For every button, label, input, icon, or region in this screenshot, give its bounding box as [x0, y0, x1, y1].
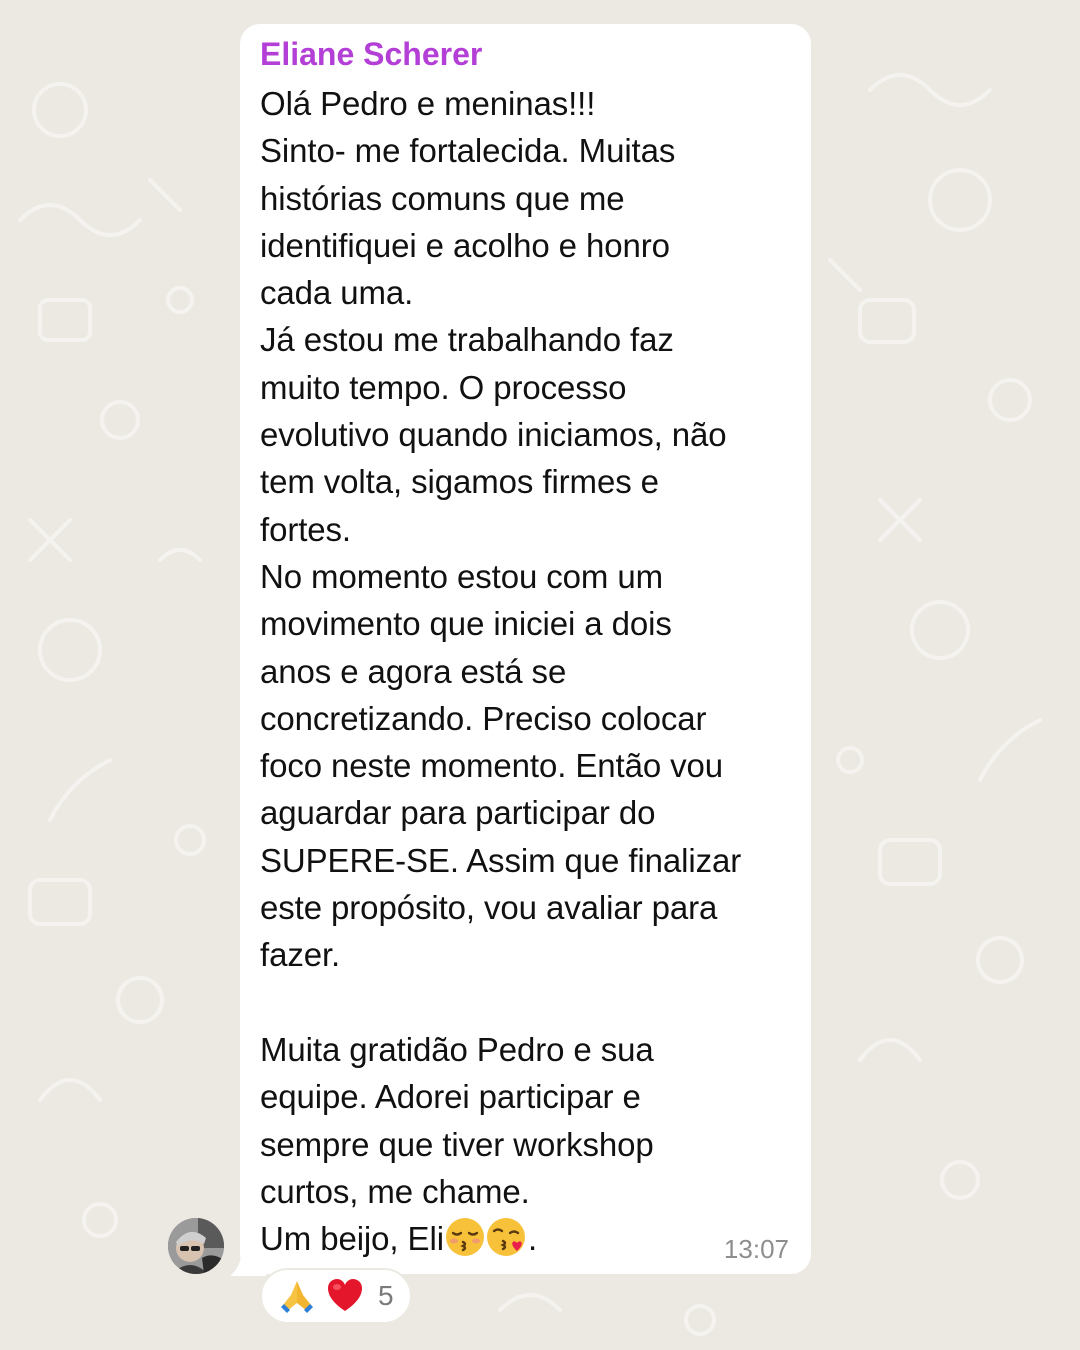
folded-hands-emoji [278, 1277, 316, 1315]
message-bubble[interactable] [240, 24, 811, 1274]
message-last-line-end: . [527, 1220, 538, 1258]
kissing-face-closed-eyes-emoji [444, 1216, 486, 1258]
message-text: Olá Pedro e meninas!!! Sinto- me fortalecida. Muitas histórias comuns que me identifiquei e acolho e honro cada uma. Já estou me trabalhando faz muito tempo. O processo evolutivo quando iniciamos, não tem volta, sigamos firmes e fortes. No momento estou com um movimento que iniciei a dois anos e agora está se concretizando. Preciso colocar foco neste momento. Então vou aguardar para participar do SUPERE-SE. Assim que finalizar este propósito, vou avaliar para fazer. Muita gratidão Pedro e sua equipe. Adorei participar e sempre que tiver workshop curtos, me chame. [260, 85, 742, 1210]
avatar[interactable] [168, 1218, 224, 1274]
message-last-line: Um beijo, Eli [260, 1220, 444, 1258]
sender-name[interactable]: Eliane Scherer [260, 36, 483, 72]
avatar-photo [168, 1218, 224, 1274]
face-blowing-kiss-emoji [486, 1216, 528, 1258]
reactions-bar[interactable] [260, 1268, 412, 1324]
reaction-count: 5 [378, 1280, 394, 1311]
red-heart-emoji [326, 1277, 364, 1315]
message-time: 13:07 [723, 1234, 789, 1264]
